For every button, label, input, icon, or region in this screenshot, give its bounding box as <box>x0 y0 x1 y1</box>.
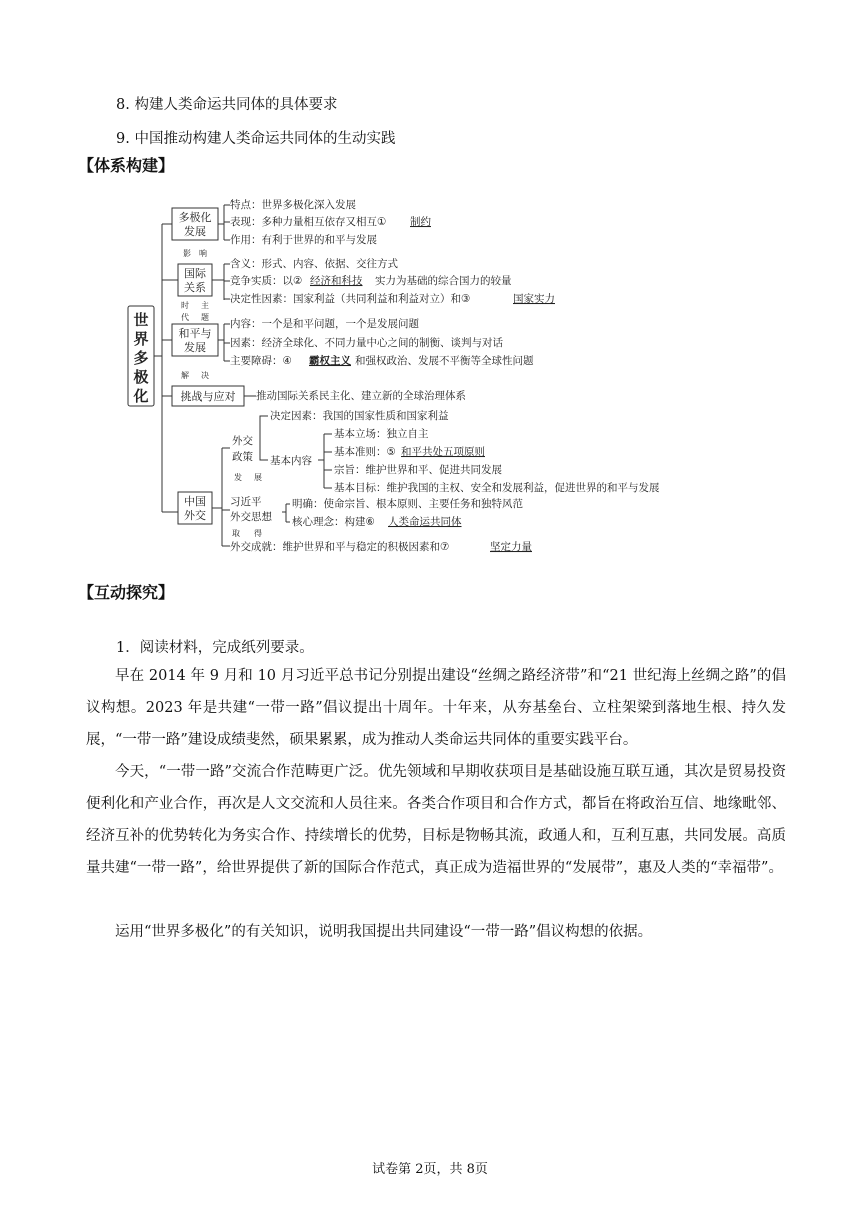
node-label: 和平与 <box>178 327 212 340</box>
link-label: 决 <box>201 371 209 380</box>
link-label: 发 <box>234 473 242 482</box>
leaf-text: 推动国际关系民主化、建立新的全球治理体系 <box>256 390 466 402</box>
answer-text: 经济和科技 <box>310 275 363 287</box>
link-label: 时 <box>181 301 189 310</box>
link-label: 主 <box>201 301 209 310</box>
link-label: 响 <box>199 249 207 258</box>
answer-text: 制约 <box>410 216 431 228</box>
answer-text: 霸权主义 <box>309 355 351 367</box>
leaf-text: 宗旨：维护世界和平、促进共同发展 <box>334 464 502 476</box>
list-item-9: 9. 中国推动构建人类命运共同体的生动实践 <box>116 131 396 147</box>
answer-text: 和平共处五项原则 <box>401 446 485 458</box>
xi-label: 外交思想 <box>230 511 272 523</box>
node-label: 关系 <box>184 281 206 294</box>
list-item-8: 8. 构建人类命运共同体的具体要求 <box>116 97 338 113</box>
section-title-explore: 【互动探究】 <box>78 583 175 602</box>
answer-text: 国家实力 <box>513 293 555 305</box>
leaf-text: 实力为基础的综合国力的较量 <box>375 275 512 287</box>
link-label: 解 <box>181 371 189 380</box>
link-label: 得 <box>254 529 262 538</box>
policy-label: 政策 <box>232 451 253 463</box>
leaf-text: 竞争实质：以② <box>230 275 303 287</box>
concept-map <box>0 180 860 560</box>
node-label: 发展 <box>184 341 206 354</box>
leaf-text: 决定性因素：国家利益（共同利益和利益对立）和③ <box>230 293 471 305</box>
xi-label: 习近平 <box>230 496 262 508</box>
node-label: 国际 <box>184 267 206 280</box>
root-char: 世 <box>133 311 149 329</box>
page-footer: 试卷第 2页，共 8页 <box>372 1162 488 1177</box>
node-label: 多极化 <box>178 211 212 224</box>
node-label: 中国 <box>184 495 206 508</box>
leaf-text: 含义：形式、内容、依据、交往方式 <box>230 258 398 270</box>
node-label: 挑战与应对 <box>180 390 236 403</box>
leaf-text: 和强权政治、发展不平衡等全球性问题 <box>355 355 534 367</box>
leaf-text: 因素：经济全球化、不同力量中心之间的制衡、谈判与对话 <box>230 337 503 349</box>
node-label: 外交 <box>184 509 206 522</box>
leaf-text: 决定因素：我国的国家性质和国家利益 <box>270 410 449 422</box>
root-char: 界 <box>133 330 149 348</box>
leaf-text: 内容：一个是和平问题，一个是发展问题 <box>230 318 419 330</box>
question-task: 运用“世界多极化”的有关知识，说明我国提出共同建设“一带一路”倡议构想的依据。 <box>115 924 653 940</box>
root-char: 多 <box>133 349 149 367</box>
node-label: 发展 <box>184 225 206 238</box>
leaf-text: 核心理念：构建⑥ <box>292 516 375 528</box>
leaf-text: 作用：有利于世界的和平与发展 <box>230 234 377 246</box>
policy-label: 外交 <box>232 435 253 447</box>
link-label: 影 <box>183 249 191 258</box>
answer-text: 坚定力量 <box>490 541 532 553</box>
root-char: 极 <box>133 368 149 386</box>
section-title-system: 【体系构建】 <box>78 156 175 175</box>
leaf-text: 基本内容 <box>270 455 312 467</box>
leaf-text: 主要障碍：④ <box>230 355 292 367</box>
link-label: 题 <box>201 313 209 322</box>
link-label: 代 <box>181 313 189 322</box>
material-paragraph-1: 早在 2014 年 9 月和 10 月习近平总书记分别提出建设“丝绸之路经济带”和“21 世纪海上丝绸之路”的倡议构想。2023 年是共建“一带一路”倡议提出十周年。十年来，从夯基垒台、立柱架梁到落地生根、持久发展，“一带一路”建设成绩斐然，硕果累累，成为推动人类命运共同体的重要实践平台。 <box>86 668 786 748</box>
leaf-text: 特点：世界多极化深入发展 <box>230 199 356 211</box>
root-char: 化 <box>133 387 149 405</box>
link-label: 展 <box>254 473 262 482</box>
leaf-text: 基本立场：独立自主 <box>334 428 429 440</box>
leaf-text: 表现：多种力量相互依存又相互① <box>230 216 387 228</box>
leaf-text: 基本目标：维护我国的主权、安全和发展利益，促进世界的和平与发展 <box>334 482 660 494</box>
link-label: 取 <box>232 529 240 538</box>
material-paragraph-2: 今天，“一带一路”交流合作范畴更广泛。优先领域和早期收获项目是基础设施互联互通，其次是贸易投资便利化和产业合作，再次是人文交流和人员往来。各类合作项目和合作方式，都旨在将政治互信、地缘毗邻、经济互补的优势转化为务实合作、持续增长的优势，目标是物畅其流，政通人和，互利互惠，共同发展。高质量共建“一带一路”，给世界提供了新的国际合作范式，真正成为造福世界的“发展带”，惠及人类的“幸福带”。 <box>86 764 786 876</box>
leaf-text: 基本准则：⑤ <box>334 446 396 458</box>
question-intro: 1．阅读材料，完成纸列要录。 <box>116 640 314 656</box>
answer-text: 人类命运共同体 <box>388 516 462 528</box>
leaf-text: 外交成就：维护世界和平与稳定的积极因素和⑦ <box>230 541 450 553</box>
leaf-text: 明确：使命宗旨、根本原则、主要任务和独特风范 <box>292 498 523 510</box>
